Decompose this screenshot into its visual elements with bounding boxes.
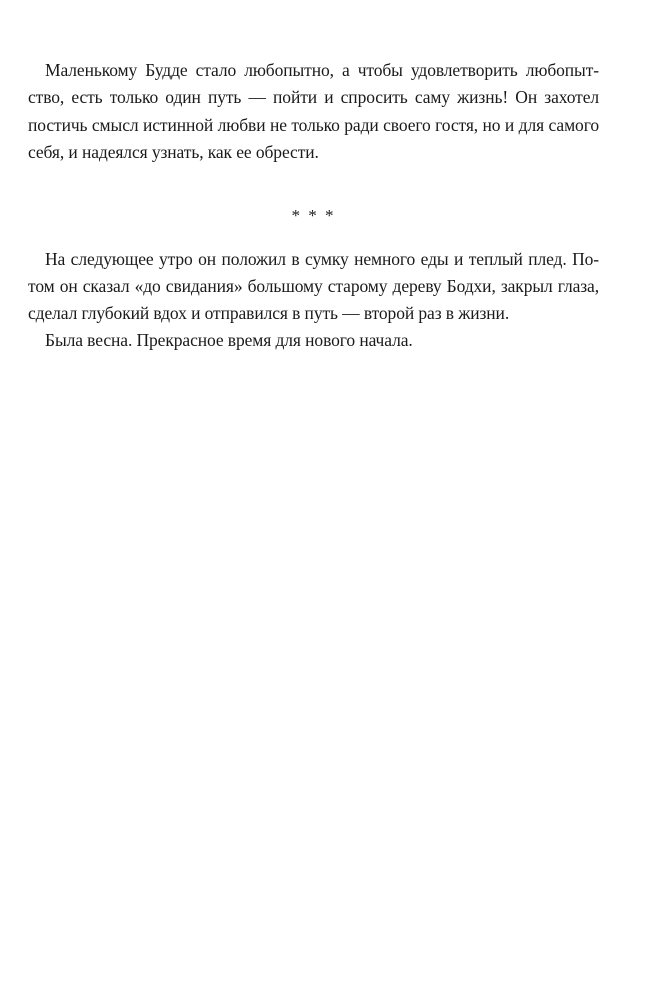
text-line: себя, и надеялся узнать, как ее обрести. bbox=[28, 142, 319, 162]
text-line: ство, есть только один путь — пойти и спросить саму жизнь! Он захотел bbox=[28, 87, 599, 107]
text-line: постичь смысл истинной любви не только ради своего гостя, но и для самого bbox=[28, 115, 599, 135]
text-line: Маленькому Будде стало любопытно, а чтобы удовлетворить любопыт- bbox=[45, 60, 599, 80]
text-line: том он сказал «до свидания» большому старому дереву Бодхи, закрыл глаза, bbox=[28, 276, 599, 296]
text-line: На следующее утро он положил в сумку немного еды и теплый плед. По- bbox=[45, 249, 599, 269]
text-line: Была весна. Прекрасное время для нового начала. bbox=[45, 330, 413, 350]
text-line: сделал глубокий вдох и отправился в путь — второй раз в жизни. bbox=[28, 303, 510, 323]
section-separator: * * * bbox=[291, 206, 336, 225]
